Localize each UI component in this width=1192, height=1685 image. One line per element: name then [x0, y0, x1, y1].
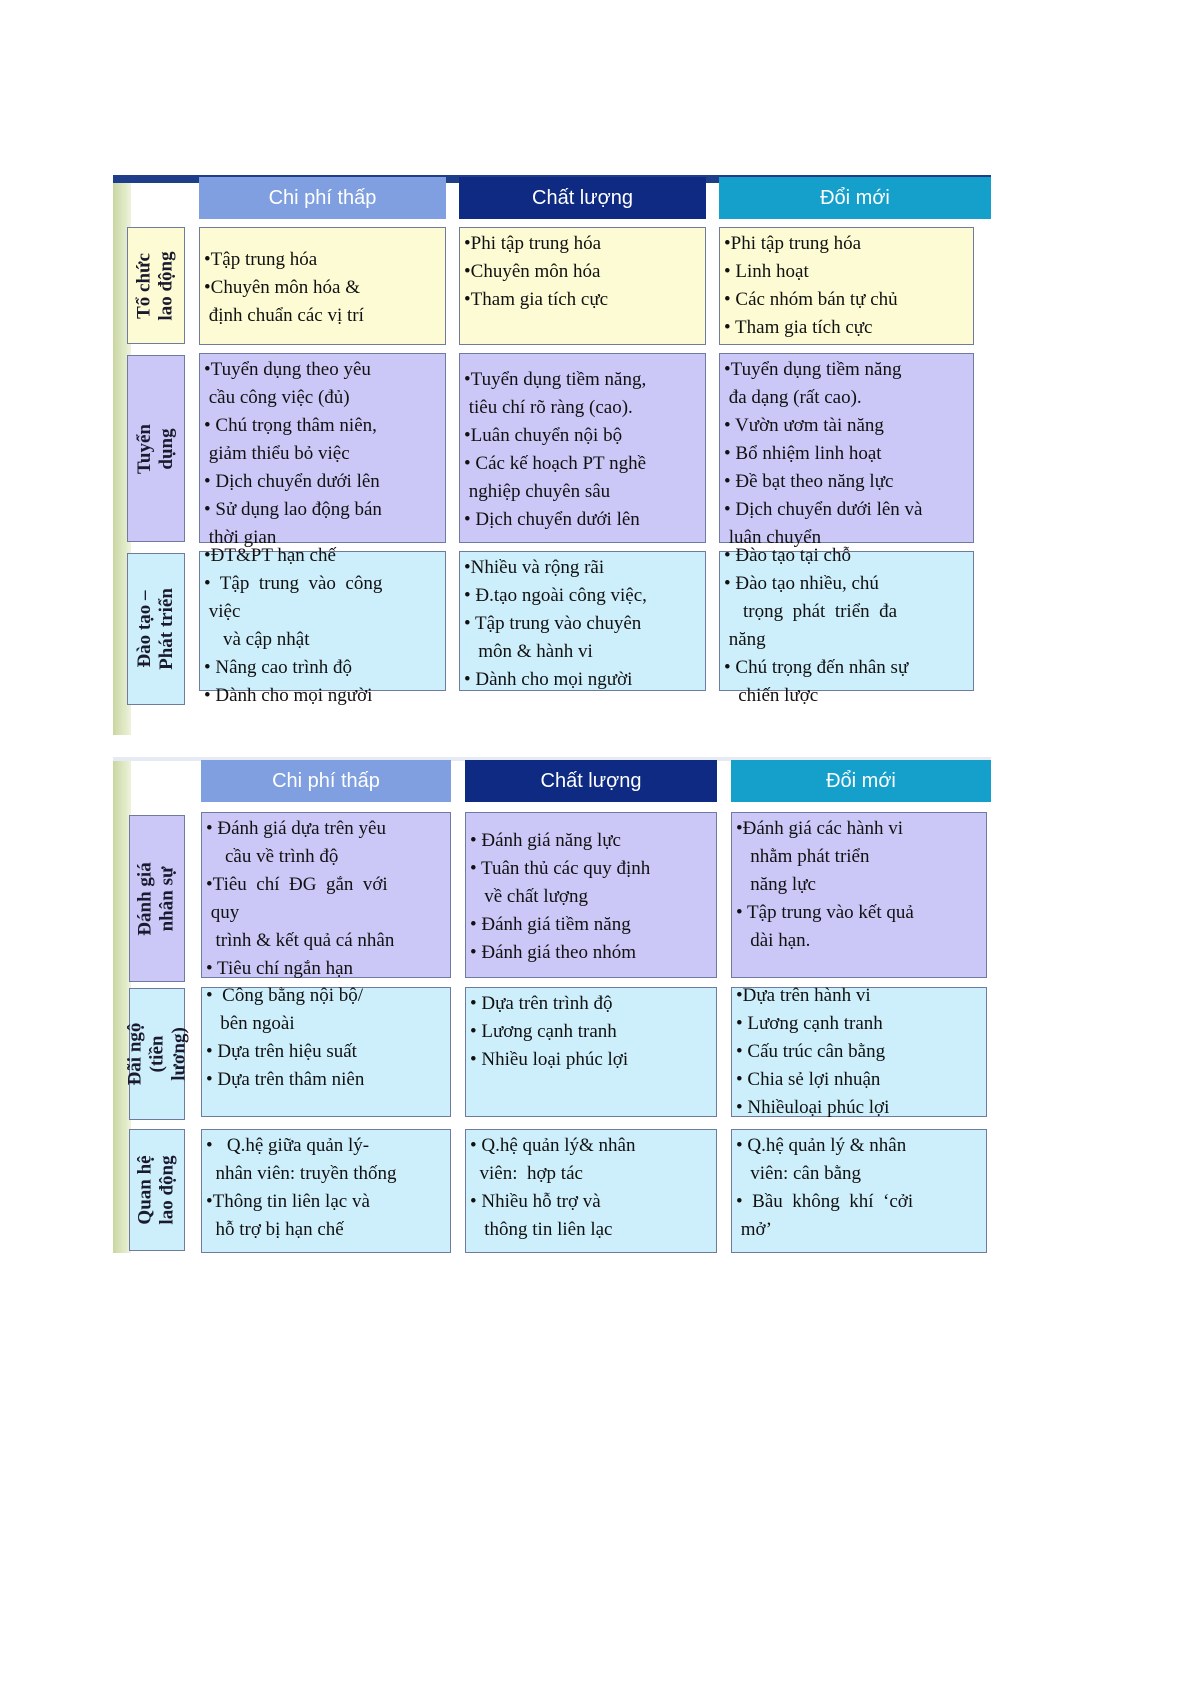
cell-training-innovation: • Đào tạo tại chỗ • Đào tạo nhiều, chú trọng phát triển đa năng • Chú trọng đến nhân sự chiến lược	[719, 551, 974, 691]
row-label-work-organization: Tổ chức lao động	[127, 227, 185, 344]
row-label-training-development: Đào tạo – Phát triển	[127, 553, 185, 705]
column-header-innovation: Đổi mới	[731, 760, 991, 802]
cell-work-org-innovation: •Phi tập trung hóa • Linh hoạt • Các nhóm bán tự chủ • Tham gia tích cực	[719, 227, 974, 345]
column-header-quality: Chất lượng	[465, 760, 717, 802]
cell-labor-relations-innovation: • Q.hệ quản lý & nhân viên: cân bằng • Bầu không khí ‘cởi mở’	[731, 1129, 987, 1253]
cell-work-org-quality: •Phi tập trung hóa •Chuyên môn hóa •Tham gia tích cực	[459, 227, 706, 345]
cell-compensation-quality: • Dựa trên trình độ • Lương cạnh tranh • Nhiều loại phúc lợi	[465, 987, 717, 1117]
cell-recruitment-low-cost: •Tuyển dụng theo yêu cầu công việc (đủ) • Chú trọng thâm niên, giảm thiểu bỏ việc • Dịch chuyển dưới lên • Sử dụng lao động bán thời gian	[199, 353, 446, 543]
row-label-performance-appraisal: Đánh giá nhân sự	[129, 815, 185, 982]
cell-appraisal-quality: • Đánh giá năng lực • Tuân thủ các quy định về chất lượng • Đánh giá tiềm năng • Đánh giá theo nhóm	[465, 812, 717, 978]
cell-training-low-cost: •ĐT&PT hạn chế • Tập trung vào công việc và cập nhật • Nâng cao trình độ • Dành cho mọi người	[199, 551, 446, 691]
column-header-low-cost: Chi phí thấp	[199, 177, 446, 219]
column-header-quality: Chất lượng	[459, 177, 706, 219]
cell-recruitment-innovation: •Tuyển dụng tiềm năng đa dạng (rất cao). • Vườn ươm tài năng • Bổ nhiệm linh hoạt • Đề bạt theo năng lực • Dịch chuyển dưới lên và luân chuyển	[719, 353, 974, 543]
cell-work-org-low-cost: •Tập trung hóa •Chuyên môn hóa & định chuẩn các vị trí	[199, 227, 446, 345]
slide-hr-strategy-2	[113, 757, 991, 1253]
cell-labor-relations-low-cost: • Q.hệ giữa quản lý- nhân viên: truyền thống •Thông tin liên lạc và hỗ trợ bị hạn chế	[201, 1129, 451, 1253]
cell-appraisal-low-cost: • Đánh giá dựa trên yêu cầu về trình độ •Tiêu chí ĐG gắn với quy trình & kết quả cá nhân • Tiêu chí ngắn hạn	[201, 812, 451, 978]
slide-hr-strategy-1	[113, 175, 991, 735]
row-label-recruitment: Tuyển dụng	[127, 355, 185, 542]
cell-compensation-low-cost: • Công bằng nội bộ/ bên ngoài • Dựa trên hiệu suất • Dựa trên thâm niên	[201, 987, 451, 1117]
cell-labor-relations-quality: • Q.hệ quản lý& nhân viên: hợp tác • Nhiều hỗ trợ và thông tin liên lạc	[465, 1129, 717, 1253]
cell-recruitment-quality: •Tuyển dụng tiềm năng, tiêu chí rõ ràng (cao). •Luân chuyển nội bộ • Các kế hoạch PT nghề nghiệp chuyên sâu • Dịch chuyển dưới lên	[459, 353, 706, 543]
row-label-compensation: Đãi ngộ (tiền lương)	[129, 988, 185, 1120]
cell-compensation-innovation: •Dựa trên hành vi • Lương cạnh tranh • Cấu trúc cân bằng • Chia sẻ lợi nhuận • Nhiềuloại phúc lợi	[731, 987, 987, 1117]
column-header-low-cost: Chi phí thấp	[201, 760, 451, 802]
row-label-labor-relations: Quan hệ lao động	[129, 1129, 185, 1251]
cell-appraisal-innovation: •Đánh giá các hành vi nhằm phát triển năng lực • Tập trung vào kết quả dài hạn.	[731, 812, 987, 978]
cell-training-quality: •Nhiều và rộng rãi • Đ.tạo ngoài công việc, • Tập trung vào chuyên môn & hành vi • Dành cho mọi người	[459, 551, 706, 691]
column-header-innovation: Đổi mới	[719, 177, 991, 219]
